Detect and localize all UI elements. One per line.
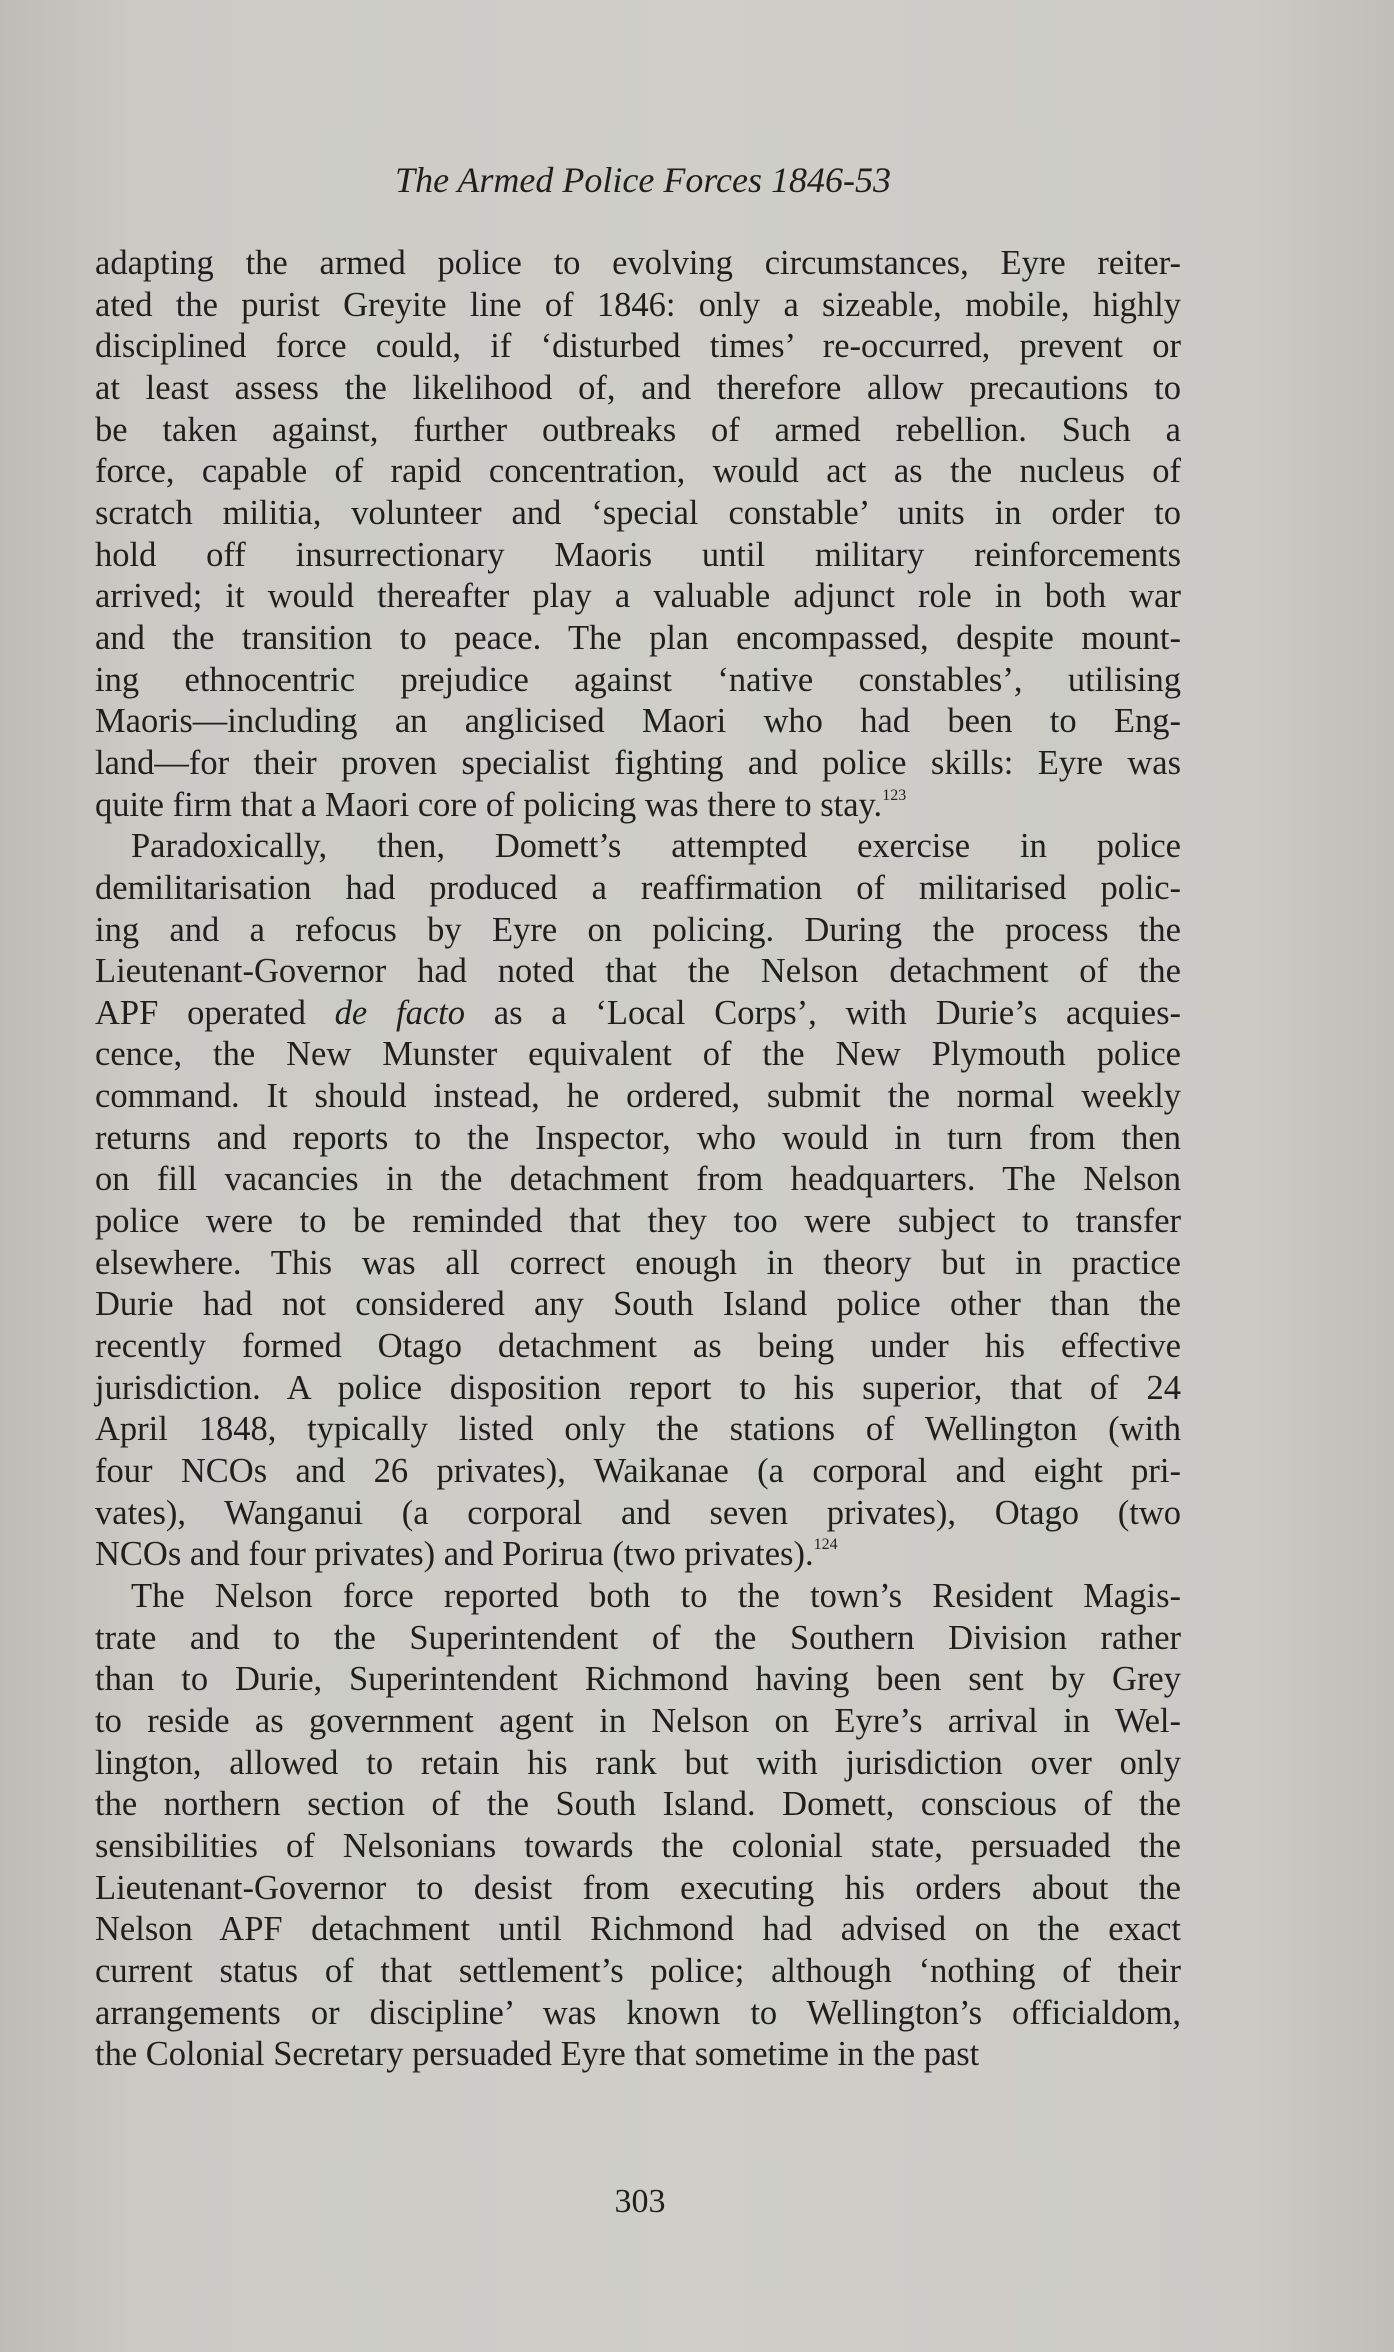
text-line: ing ethnocentric prejudice against ‘native constables’, utilising	[95, 660, 1181, 699]
text-line: Lieutenant-Governor had noted that the Nelson detachment of the	[95, 952, 1181, 991]
text-line: APF operated de facto as a ‘Local Corps’, with Durie’s acquies-	[95, 993, 1181, 1032]
text-line: arrangements or discipline’ was known to Wellington’s officialdom,	[95, 1993, 1181, 2032]
text-line: Lieutenant-Governor to desist from executing his orders about the	[95, 1868, 1181, 1907]
text-line: jurisdiction. A police disposition report to his superior, that of 24	[95, 1368, 1181, 1407]
text-line: and the transition to peace. The plan encompassed, despite mount-	[95, 618, 1181, 657]
paragraph	[95, 243, 1181, 826]
text-line: adapting the armed police to evolving circumstances, Eyre reiter-	[95, 244, 1181, 282]
text-line: The Nelson force reported both to the town’s Resident Magis-	[131, 1577, 1181, 1615]
text-line: ated the purist Greyite line of 1846: only a sizeable, mobile, highly	[95, 285, 1181, 324]
text-line: the northern section of the South Island. Domett, conscious of the	[95, 1785, 1181, 1824]
text-line: cence, the New Munster equivalent of the New Plymouth police	[95, 1035, 1181, 1074]
text-line: police were to be reminded that they too were subject to transfer	[95, 1202, 1181, 1241]
text-line: disciplined force could, if ‘disturbed times’ re-occurred, prevent or	[95, 327, 1181, 366]
text-line: the Colonial Secretary persuaded Eyre that sometime in the past	[95, 2035, 980, 2074]
text-line: be taken against, further outbreaks of armed rebellion. Such a	[95, 410, 1181, 449]
text-line: lington, allowed to retain his rank but with jurisdiction over only	[95, 1743, 1181, 1782]
text-line: Maoris—including an anglicised Maori who had been to Eng-	[95, 702, 1181, 741]
running-head: The Armed Police Forces 1846-53	[395, 160, 891, 200]
text-line: hold off insurrectionary Maoris until military reinforcements	[95, 535, 1181, 574]
text-line: than to Durie, Superintendent Richmond having been sent by Grey	[95, 1660, 1181, 1699]
text-line: force, capable of rapid concentration, would act as the nucleus of	[95, 452, 1181, 491]
text-line: current status of that settlement’s police; although ‘nothing of their	[95, 1951, 1181, 1990]
text-line: scratch militia, volunteer and ‘special constable’ units in order to	[95, 493, 1181, 532]
text-line: demilitarisation had produced a reaffirmation of militarised polic-	[95, 868, 1181, 907]
text-line: land—for their proven specialist fighting and police skills: Eyre was	[95, 743, 1181, 782]
text-line: quite firm that a Maori core of policing was there to stay.$^{123}$	[95, 785, 907, 824]
text-line: sensibilities of Nelsonians towards the colonial state, persuaded the	[95, 1826, 1181, 1865]
footnote-marker: 124	[813, 1536, 838, 1554]
paragraph	[95, 826, 1181, 1576]
text-line: at least assess the likelihood of, and therefore allow precautions to	[95, 368, 1181, 407]
text-line: NCOs and four privates) and Porirua (two privates).$^{124}$	[95, 1535, 838, 1574]
text-line: recently formed Otago detachment as being under his effective	[95, 1327, 1181, 1366]
text-line: Paradoxically, then, Domett’s attempted exercise in police	[131, 827, 1181, 866]
text-line: April 1848, typically listed only the stations of Wellington (with	[95, 1410, 1181, 1449]
text-line: to reside as government agent in Nelson on Eyre’s arrival in Wel-	[95, 1701, 1181, 1740]
text-line: trate and to the Superintendent of the Southern Division rather	[95, 1618, 1181, 1657]
text-line: elsewhere. This was all correct enough in theory but in practice	[95, 1243, 1181, 1282]
text-line: command. It should instead, he ordered, submit the normal weekly	[95, 1077, 1181, 1116]
text-line: arrived; it would thereafter play a valuable adjunct role in both war	[95, 577, 1181, 616]
paragraph	[95, 1576, 1181, 2076]
text-line: vates), Wanganui (a corporal and seven privates), Otago (two	[95, 1493, 1181, 1532]
page-number: 303	[614, 2183, 666, 2220]
body-text	[95, 243, 1181, 2076]
text-line: ing and a refocus by Eyre on policing. During the process the	[95, 910, 1181, 949]
text-line: on fill vacancies in the detachment from headquarters. The Nelson	[95, 1160, 1181, 1199]
text-line: returns and reports to the Inspector, who would in turn from then	[95, 1118, 1181, 1157]
text-line: four NCOs and 26 privates), Waikanae (a corporal and eight pri-	[95, 1452, 1181, 1491]
footnote-marker: 123	[882, 786, 907, 804]
text-line: Durie had not considered any South Island police other than the	[95, 1285, 1181, 1324]
text-line: Nelson APF detachment until Richmond had advised on the exact	[95, 1910, 1181, 1949]
